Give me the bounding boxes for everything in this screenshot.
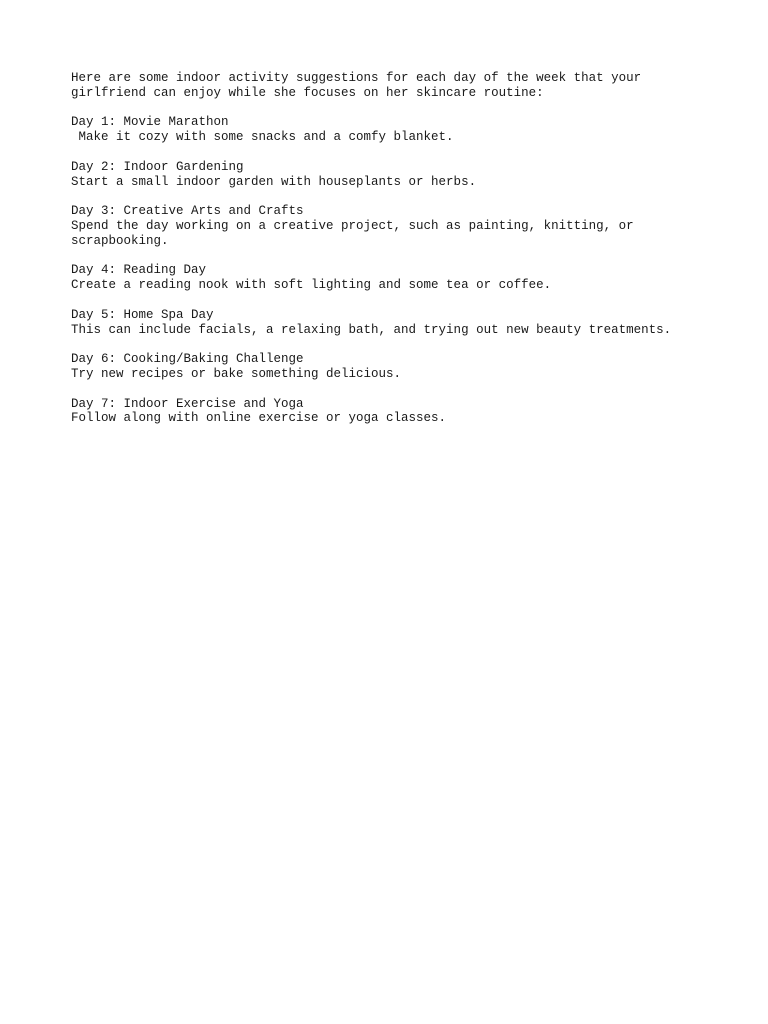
day-item: [71, 204, 751, 248]
day-description: Make it cozy with some snacks and a comfy blanket.: [71, 130, 454, 145]
day-item: [71, 115, 751, 145]
day-heading: Day 4: Reading Day: [71, 263, 207, 278]
day-item: [71, 160, 751, 190]
day-item: [71, 308, 751, 338]
day-description: This can include facials, a relaxing bath, and trying out new beauty treatments.: [71, 322, 672, 337]
day-description: Follow along with online exercise or yoga classes.: [71, 411, 447, 426]
day-description: Spend the day working on a creative project, such as painting, knitting, or: [71, 218, 634, 233]
day-heading: Day 1: Movie Marathon: [71, 115, 229, 130]
day-description: scrapbooking.: [71, 233, 169, 248]
document-page: [71, 71, 751, 441]
day-description: Start a small indoor garden with houseplants or herbs.: [71, 174, 477, 189]
day-description: Create a reading nook with soft lighting and some tea or coffee.: [71, 278, 552, 293]
day-heading: Day 3: Creative Arts and Crafts: [71, 204, 304, 219]
day-heading: Day 2: Indoor Gardening: [71, 159, 244, 174]
day-item: [71, 352, 751, 382]
day-heading: Day 6: Cooking/Baking Challenge: [71, 352, 304, 367]
day-heading: Day 5: Home Spa Day: [71, 307, 214, 322]
day-description: Try new recipes or bake something delicious.: [71, 366, 402, 381]
day-item: [71, 397, 751, 427]
day-heading: Day 7: Indoor Exercise and Yoga: [71, 396, 304, 411]
intro-paragraph: [71, 71, 751, 101]
intro-line: Here are some indoor activity suggestions for each day of the week that your: [71, 71, 642, 85]
day-item: [71, 263, 751, 293]
intro-line: girlfriend can enjoy while she focuses on her skincare routine:: [71, 85, 544, 100]
